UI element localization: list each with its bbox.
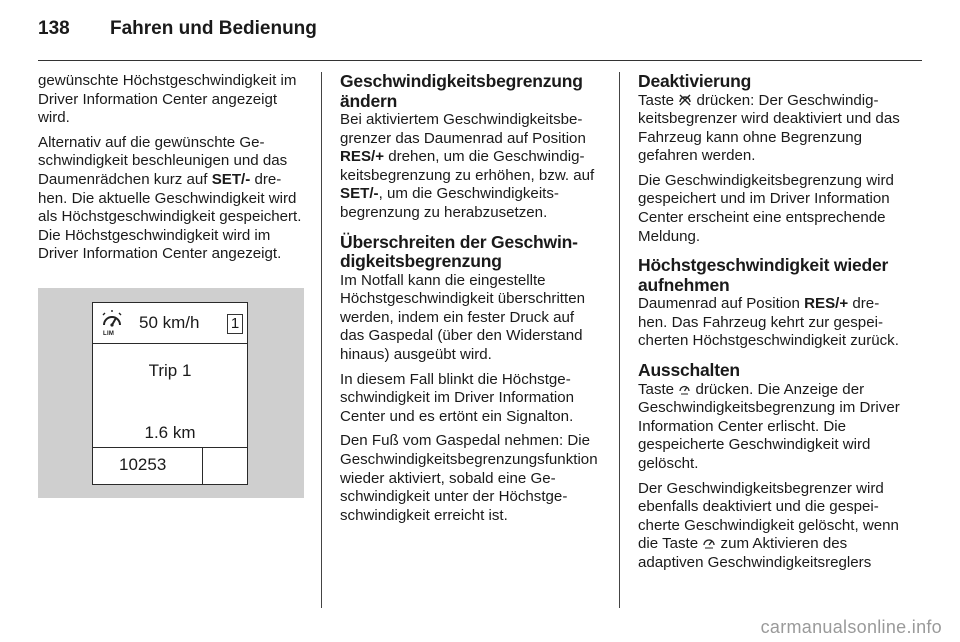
limiter-off-icon: [678, 93, 692, 107]
paragraph: Im Notfall kann die eingestellte Höchstgeschwindigkeit überschritten werden, indem ein fester Druck auf das Gaspedal (über den Widerstand hinaus) ausgeübt wird.: [340, 271, 585, 363]
section-heading: Überschreiten der Geschwindigkeitsbegrenzung: [340, 231, 578, 272]
column-3: [638, 72, 900, 578]
paragraph: In diesem Fall blinkt die Höchstgeschwindigkeit im Driver Information Center und es ertönt ein Signalton.: [340, 370, 575, 425]
column-2: [340, 72, 602, 531]
column-divider: [619, 72, 620, 608]
speed-limiter-icon: [678, 382, 691, 396]
paragraph: Daumenrad auf Position RES/+ drehen. Das Fahrzeug kehrt zur gespeicherten Höchstgeschwindigkeit zurück.: [638, 295, 899, 350]
page-title: Fahren und Bedienung: [110, 18, 317, 39]
speed-limit-value: 50 km/h: [139, 313, 200, 332]
column-divider: [321, 72, 322, 608]
paragraph: Der Geschwindigkeitsbegrenzer wird ebenfalls deaktiviert und die gespeicherte Geschwindigkeit gelöscht, wenn die Taste zum Aktivieren des adaptiven Geschwindigkeitsreglers: [638, 479, 899, 571]
page-header: [38, 18, 317, 48]
display-illustration: [38, 288, 304, 498]
lim-label: LIM: [103, 331, 115, 337]
trip-label: Trip 1: [148, 361, 192, 380]
gear-indicator: 1: [227, 314, 243, 334]
section-heading: Ausschalten: [638, 360, 740, 381]
display-divider: [202, 448, 203, 484]
driver-information-display: [92, 302, 248, 485]
paragraph: Bei aktiviertem Geschwindigkeitsbegrenzer das Daumenrad auf Position RES/+ drehen, um die Geschwindigkeitsbegrenzung zu erhöhen, bzw. auf SET/-, um die Geschwindigkeitsbegrenzung zu herabzusetzen.: [340, 111, 595, 221]
section-heading: Geschwindigkeitsbegrenzung ändern: [340, 71, 583, 111]
section-heading: Höchstgeschwindigkeit wieder aufnehmen: [638, 255, 889, 295]
paragraph: Taste drücken. Die Anzeige der Geschwindigkeitsbegrenzung im Driver Information Center erlischt. Die gespeicherte Geschwindigkeit wird gelöscht.: [638, 380, 900, 472]
odometer-value: 10253: [119, 455, 167, 474]
paragraph: gewünschte Höchstgeschwindigkeit im Driver Information Center angezeigt wird.: [38, 72, 297, 127]
display-top-row: [93, 303, 247, 344]
paragraph: Den Fuß vom Gaspedal nehmen: Die Geschwindigkeitsbegrenzungsfunktion wieder aktiviert, sobald eine Geschwindigkeit unter der Höchstgeschwindigkeit erreicht ist.: [340, 432, 598, 524]
section-heading: Deaktivierung: [638, 71, 752, 91]
paragraph: Taste drücken: Der Geschwindigkeitsbegrenzer wird deaktiviert und das Fahrzeug kann ohne Begrenzung gefahren werden.: [638, 91, 900, 165]
header-divider: [38, 60, 922, 61]
trip-distance: 1.6 km: [144, 423, 196, 442]
column-1: [38, 72, 304, 270]
display-bottom-row: [93, 447, 247, 484]
cruise-control-icon: [702, 536, 716, 550]
paragraph: Alternativ auf die gewünschte Geschwindigkeit beschleunigen und das Daumenrädchen kurz auf SET/- drehen. Die aktuelle Geschwindigkeit wird als Höchstgeschwindigkeit gespeichert. Die Höchstgeschwindigkeit wird im Driver Information Center angezeigt.: [38, 133, 302, 263]
paragraph: Die Geschwindigkeitsbegrenzung wird gespeichert und im Driver Information Center erscheint eine entsprechende Meldung.: [638, 171, 894, 245]
page-number: 138: [38, 18, 70, 39]
watermark: carmanualsonline.info: [760, 617, 942, 637]
